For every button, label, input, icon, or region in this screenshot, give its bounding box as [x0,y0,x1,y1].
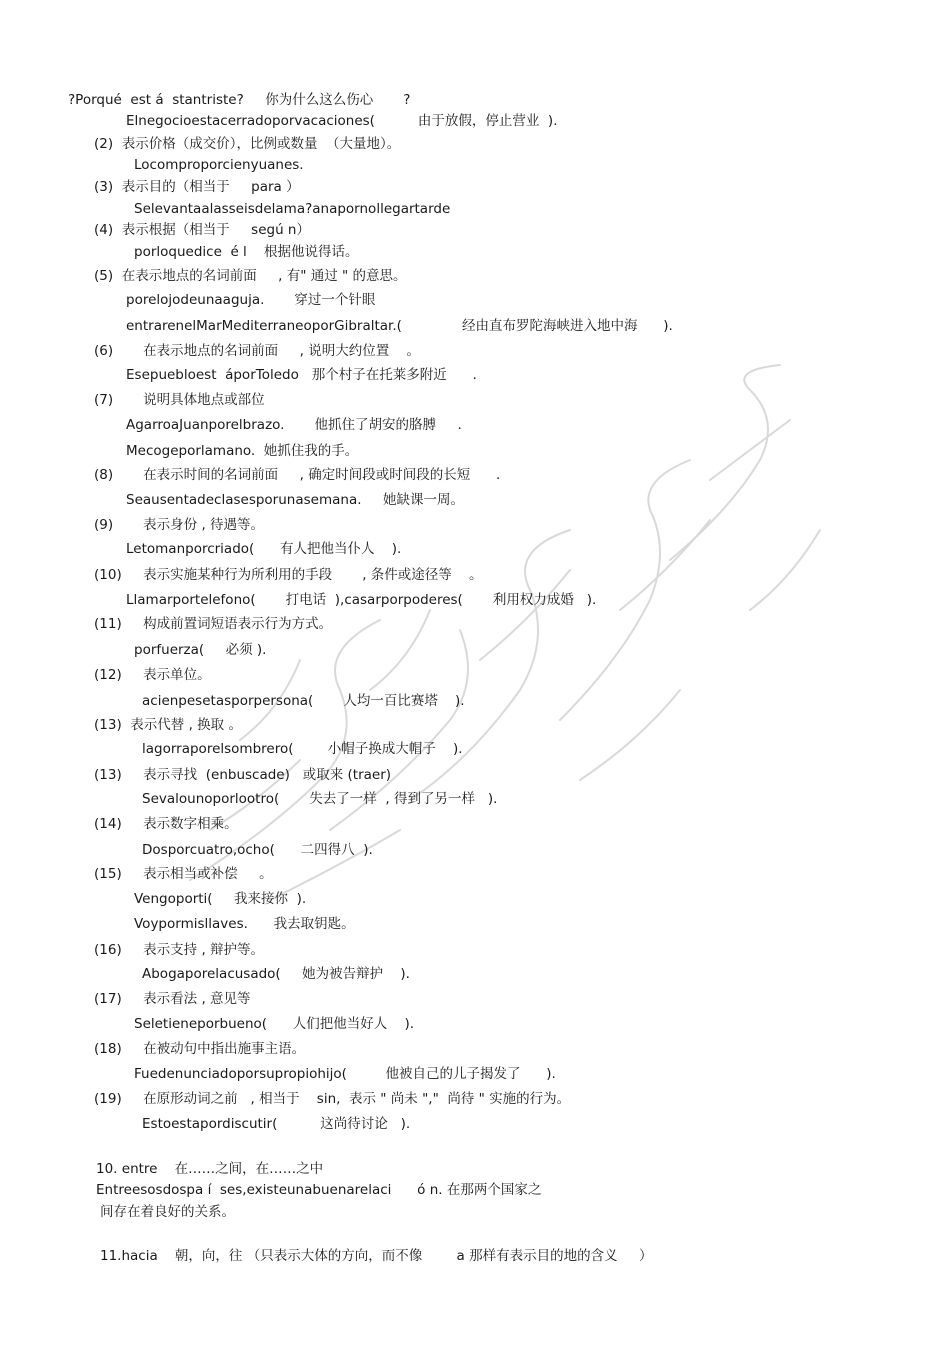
text-line: Dosporcuatro,ocho( 二四得八 ). [142,842,373,858]
text-line: Fuedenunciadoporsupropiohijo( 他被自己的儿子揭发了 ). [134,1066,556,1082]
text-line: Llamarportelefono( 打电话 ),casarporpoderes( 利用权力成婚 ). [126,592,597,608]
text-line: lagorraporelsombrero( 小帽子换成大帽子 ). [142,741,463,757]
text-line: (9) 表示身份 , 待遇等。 [94,517,265,533]
text-line: Elnegocioestacerradoporvacaciones( 由于放假，停止营业 ). [126,113,558,129]
text-line: Entreesosdospa í ses,existeunabuenarelaci ó n. 在那两个国家之 [96,1182,542,1198]
text-line: (8) 在表示时间的名词前面 , 确定时间段或时间段的长短 . [94,467,501,483]
text-line: Abogaporelacusado( 她为被告辩护 ). [142,966,410,982]
text-line: porelojodeunaaguja. 穿过一个针眼 [126,292,376,308]
text-line: Voypormisllaves. 我去取钥匙。 [134,916,355,932]
text-line: 间存在着良好的关系。 [100,1204,235,1220]
text-line: 10. entre 在……之间，在……之中 [96,1161,324,1177]
text-line: ?Porqué est á stantriste? 你为什么这么伤心 ? [68,92,411,108]
text-line: (19) 在原形动词之前 , 相当于 sin, 表示 " 尚未 "," 尚待 " 实施的行为。 [94,1091,571,1107]
text-line: (10) 表示实施某种行为所利用的手段 , 条件或途径等 。 [94,567,483,583]
text-line: (15) 表示相当或补偿 。 [94,866,273,882]
text-line: (4) 表示根据（相当于 segú n） [94,222,310,238]
text-line: (12) 表示单位。 [94,667,211,683]
text-line: (18) 在被动句中指出施事主语。 [94,1041,306,1057]
text-line: (11) 构成前置词短语表示行为方式。 [94,616,333,632]
text-line: entrarenelMarMediterraneoporGibraltar.( 经由直布罗陀海峡进入地中海 ). [126,318,673,334]
text-line: (13) 表示代替 , 换取 。 [94,717,242,733]
text-line: (3) 表示目的（相当于 para ） [94,179,300,195]
text-line: (2) 表示价格（成交价），比例或数量 （大量地）。 [94,136,401,152]
text-line: (13) 表示寻找 (enbuscade) 或取来 (traer) [94,767,392,783]
text-line: (16) 表示支持 , 辩护等。 [94,942,265,958]
text-line: porloquedice é l 根据他说得话。 [134,244,359,260]
text-line: Vengoporti( 我来接你 ). [134,891,307,907]
text-line: Letomanporcriado( 有人把他当仆人 ). [126,541,402,557]
text-line: Estoestapordiscutir( 这尚待讨论 ). [142,1116,411,1132]
text-line: 11.hacia 朝，向，往 （只表示大体的方向，而不像 a 那样有表示目的地的含义 ） [100,1248,653,1264]
text-line: (14) 表示数字相乘。 [94,816,238,832]
text-line: (5) 在表示地点的名词前面 , 有" 通过 " 的意思。 [94,268,407,284]
text-line: (6) 在表示地点的名词前面 , 说明大约位置 。 [94,343,420,359]
text-line: porfuerza( 必须 ). [134,642,267,658]
text-line: acienpesetasporpersona( 人均一百比赛塔 ). [142,693,465,709]
text-line: Locomproporcienyuanes. [134,157,304,173]
text-line: Seletieneporbueno( 人们把他当好人 ). [134,1016,415,1032]
text-line: (17) 表示看法 , 意见等 [94,991,251,1007]
text-line: Seausentadeclasesporunasemana. 她缺课一周。 [126,492,464,508]
text-line: Esepuebloest áporToledo 那个村子在托莱多附近 . [126,367,477,383]
text-line: Sevalounoporlootro( 失去了一样 , 得到了另一样 ). [142,791,498,807]
text-line: Mecogeporlamano. 她抓住我的手。 [126,443,359,459]
text-line: Selevantaalasseisdelama?anapornollegartarde [134,201,451,217]
text-line: (7) 说明具体地点或部位 [94,392,265,408]
text-line: AgarroaJuanporelbrazo. 他抓住了胡安的胳膊 . [126,417,462,433]
